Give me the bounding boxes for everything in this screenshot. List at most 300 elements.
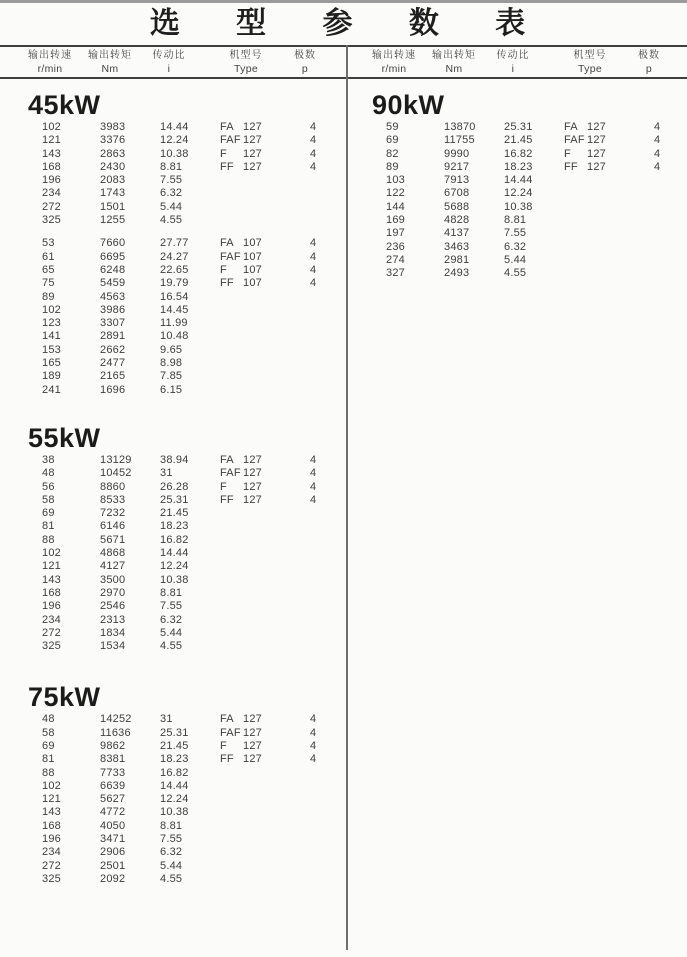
ratio-value: 10.38 [160,147,189,160]
ratio-value: 19.79 [160,277,189,290]
poles-value: 4 [310,160,317,173]
ratio-value: 4.55 [160,640,183,653]
output-torque-value: 2313 [100,613,126,626]
top-rule [0,0,687,3]
ratio-value: 24.27 [160,250,189,263]
poles-value [310,600,343,613]
output-torque-value: 3983 [100,121,126,133]
output-speed-value: 102 [42,779,61,792]
table-row [0,161,344,174]
output-speed-value: 81 [42,753,55,766]
poles-value: 4 [310,250,317,263]
poles-value [310,507,343,520]
table-row [0,873,344,886]
header-col-ratio [483,48,543,76]
poles-value [310,317,343,330]
model-type-value [220,454,310,467]
model-type-value [220,560,310,573]
output-torque-value: 1255 [100,214,126,227]
output-torque-value: 6695 [100,250,126,263]
power-section [344,91,687,281]
header-label: 机型号 [229,50,263,61]
table-row [344,214,687,227]
table-row [0,264,344,277]
ratio-value: 18.23 [160,753,189,766]
poles-value [310,304,343,317]
table-row [0,494,344,507]
model-type-size: 127 [243,480,262,493]
model-type-prefix: FF [564,160,578,173]
model-type-size: 107 [243,263,262,276]
output-torque-value: 7232 [100,507,126,520]
power-rating-heading: 90kW [372,90,445,120]
output-torque-value: 4563 [100,290,126,303]
output-speed-value: 102 [42,547,61,560]
output-speed-value: 196 [42,174,61,187]
output-speed-value: 143 [42,147,61,160]
ratio-value: 14.44 [160,779,189,792]
model-type-size: 127 [243,739,262,752]
table-row [344,267,687,280]
page-title: 选 型 参 数 表 [149,7,550,40]
poles-value [654,174,687,187]
poles-value [310,793,343,806]
model-type-value [220,820,310,833]
table-row [0,317,344,330]
ratio-value: 7.55 [160,600,183,613]
output-speed-value: 272 [42,859,61,872]
model-type-value [220,277,310,290]
power-rating-heading: 45kW [28,90,101,120]
model-type-value [220,793,310,806]
rating-block [0,121,344,227]
model-type-size: 127 [587,121,606,133]
ratio-value: 8.81 [504,214,527,227]
poles-value [654,241,687,254]
output-torque-value: 2083 [100,174,126,187]
ratio-value: 38.94 [160,453,189,466]
output-torque-value: 10452 [100,467,132,480]
ratio-value: 8.98 [160,357,183,370]
poles-value [310,846,343,859]
header-label: 输出转矩 [88,50,132,61]
table-row [344,227,687,240]
table-row [0,640,344,653]
table-row [0,148,344,161]
header-label: 传动比 [152,50,186,61]
ratio-value: 5.44 [160,859,183,872]
output-torque-value: 9862 [100,739,126,752]
table-row [0,507,344,520]
ratio-value: 18.23 [160,520,189,533]
table-row [0,344,344,357]
table-row [344,121,687,134]
output-speed-value: 327 [386,267,405,280]
table-header-right [344,48,687,77]
ratio-value: 12.24 [160,793,189,806]
ratio-value: 10.38 [160,573,189,586]
output-speed-value: 88 [42,533,55,546]
poles-value [310,344,343,357]
table-row [0,370,344,383]
poles-value [654,267,687,280]
output-torque-value: 5459 [100,277,126,290]
poles-value [310,806,343,819]
table-row [0,357,344,370]
poles-value [310,547,343,560]
output-torque-value: 1743 [100,187,126,200]
model-type-prefix: FAF [220,250,241,263]
power-section [0,424,344,653]
output-speed-value: 121 [42,793,61,806]
table-row [0,520,344,533]
poles-value [310,214,343,227]
poles-value: 4 [654,160,661,173]
ratio-value: 8.81 [160,160,183,173]
model-type-size: 107 [243,250,262,263]
model-type-value [220,481,310,494]
output-speed-value: 234 [42,187,61,200]
model-type-prefix: FF [220,277,234,290]
model-type-value [220,873,310,886]
table-row [0,833,344,846]
output-torque-value: 6708 [444,187,470,200]
ratio-value: 5.44 [504,253,527,266]
output-torque-value: 2092 [100,872,126,885]
model-type-value [564,227,654,240]
model-type-value [220,251,310,264]
output-speed-value: 61 [42,250,55,263]
model-type-value [220,753,310,766]
model-type-prefix: F [564,147,571,160]
table-row [0,201,344,214]
poles-value [310,357,343,370]
header-unit: Nm [101,63,119,75]
output-torque-value: 8381 [100,753,126,766]
model-type-value [220,357,310,370]
table-row [344,254,687,267]
model-type-value [220,614,310,627]
poles-value [310,384,343,397]
header-col-poles [280,48,330,76]
output-torque-value: 13129 [100,453,132,466]
ratio-value: 25.31 [504,121,533,133]
poles-value: 4 [310,726,317,739]
output-speed-value: 153 [42,343,61,356]
header-unit: i [511,63,515,75]
output-torque-value: 8860 [100,480,126,493]
ratio-value: 9.65 [160,343,183,356]
model-type-value [220,600,310,613]
poles-value: 4 [310,480,317,493]
poles-value: 4 [310,453,317,466]
output-speed-value: 325 [42,214,61,227]
output-speed-value: 234 [42,613,61,626]
ratio-value: 21.45 [160,739,189,752]
model-type-prefix: FA [220,713,234,726]
model-type-value [220,121,310,134]
model-type-size: 127 [243,134,262,147]
table-row [0,820,344,833]
header-unit: Type [234,63,258,75]
output-speed-value: 122 [386,187,405,200]
model-type-value [220,727,310,740]
table-row [0,384,344,397]
output-torque-value: 1834 [100,626,126,639]
table-row [344,161,687,174]
model-type-value [564,121,654,134]
output-speed-value: 325 [42,872,61,885]
header-label: 机型号 [573,50,607,61]
output-speed-value: 196 [42,600,61,613]
ratio-value: 5.44 [160,626,183,639]
power-section [0,683,344,886]
poles-value: 4 [310,753,317,766]
ratio-value: 16.82 [160,533,189,546]
output-torque-value: 11636 [100,726,131,739]
table-row [344,174,687,187]
output-torque-value: 3307 [100,317,126,330]
ratio-value: 14.44 [160,121,189,133]
ratio-value: 22.65 [160,263,189,276]
model-type-value [220,627,310,640]
output-speed-value: 234 [42,846,61,859]
header-unit: Type [578,63,602,75]
table-row [0,600,344,613]
output-torque-value: 2493 [444,267,470,280]
output-speed-value: 102 [42,121,61,133]
output-speed-value: 102 [42,303,61,316]
output-speed-value: 169 [386,214,405,227]
poles-value: 4 [310,134,317,147]
output-speed-value: 89 [386,160,399,173]
ratio-value: 4.55 [160,872,183,885]
output-torque-value: 2970 [100,586,126,599]
output-speed-value: 168 [42,586,61,599]
table-row [0,713,344,726]
model-type-value [220,494,310,507]
output-torque-value: 2662 [100,343,126,356]
output-speed-value: 123 [42,317,61,330]
output-speed-value: 189 [42,370,61,383]
table-row [0,780,344,793]
table-row [0,237,344,250]
ratio-value: 4.55 [160,214,183,227]
ratio-value: 26.28 [160,480,189,493]
header-col-output-torque [419,48,489,76]
poles-value [310,330,343,343]
table-row [0,277,344,290]
model-type-value [564,214,654,227]
output-torque-value: 14252 [100,713,132,726]
model-type-value [220,304,310,317]
ratio-value: 8.81 [160,819,183,832]
model-type-value [220,201,310,214]
poles-value [310,614,343,627]
model-type-value [564,201,654,214]
poles-value [654,214,687,227]
model-type-value [564,187,654,200]
model-type-value [220,846,310,859]
header-unit: p [301,63,309,75]
output-speed-value: 48 [42,467,55,480]
output-torque-value: 3471 [100,833,126,846]
model-type-prefix: F [220,480,227,493]
poles-value [310,560,343,573]
model-type-size: 127 [587,147,606,160]
model-type-size: 127 [243,726,262,739]
model-type-value [220,713,310,726]
output-speed-value: 56 [42,480,55,493]
model-type-value [220,264,310,277]
output-speed-value: 121 [42,560,61,573]
output-torque-value: 4050 [100,819,126,832]
model-type-value [220,833,310,846]
output-torque-value: 7913 [444,174,470,187]
model-type-value [220,384,310,397]
model-type-size: 127 [587,134,606,147]
ratio-value: 4.55 [504,267,527,280]
output-speed-value: 53 [42,237,55,250]
model-type-value [220,574,310,587]
header-unit: p [645,63,653,75]
model-type-value [220,214,310,227]
poles-value [310,820,343,833]
table-row [0,467,344,480]
header-col-ratio [139,48,199,76]
table-body [0,79,687,957]
table-row [344,201,687,214]
output-torque-value: 2501 [100,859,126,872]
output-torque-value: 5688 [444,200,470,213]
poles-value: 4 [310,713,317,726]
model-type-value [564,174,654,187]
output-torque-value: 2981 [444,253,470,266]
model-type-value [220,134,310,147]
output-speed-value: 272 [42,200,61,213]
ratio-value: 6.15 [160,383,183,396]
header-top-rule [0,45,687,47]
model-type-prefix: FAF [220,467,241,480]
model-type-size: 127 [243,493,262,506]
header-label: 输出转速 [372,50,416,61]
output-speed-value: 196 [42,833,61,846]
model-type-value [220,317,310,330]
rating-block [0,454,344,653]
output-speed-value: 325 [42,640,61,653]
power-section [0,91,344,397]
output-speed-value: 65 [42,263,55,276]
ratio-value: 7.55 [160,174,183,187]
model-type-value [564,148,654,161]
poles-value [310,627,343,640]
poles-value [310,574,343,587]
table-row [0,793,344,806]
output-torque-value: 3463 [444,240,470,253]
table-row [344,134,687,147]
output-torque-value: 5627 [100,793,126,806]
output-speed-value: 59 [386,121,399,133]
table-row [0,291,344,304]
poles-value: 4 [654,121,661,133]
header-label: 极数 [294,50,316,61]
poles-value [654,254,687,267]
output-speed-value: 69 [386,134,399,147]
header-label: 极数 [638,50,660,61]
output-torque-value: 13870 [444,121,476,133]
model-type-value [220,587,310,600]
model-type-value [220,806,310,819]
ratio-value: 16.82 [160,766,189,779]
ratio-value: 10.48 [160,330,189,343]
table-row [0,214,344,227]
model-type-value [220,330,310,343]
table-row [344,187,687,200]
ratio-value: 12.24 [504,187,533,200]
output-torque-value: 8533 [100,493,126,506]
model-type-value [220,237,310,250]
model-type-size: 127 [243,753,262,766]
output-speed-value: 197 [386,227,405,240]
output-speed-value: 81 [42,520,55,533]
ratio-value: 7.55 [160,833,183,846]
output-speed-value: 38 [42,453,55,466]
output-speed-value: 82 [386,147,399,160]
ratio-value: 10.38 [504,200,533,213]
model-type-value [220,534,310,547]
poles-value [310,833,343,846]
ratio-value: 6.32 [504,240,527,253]
model-type-prefix: FA [220,453,234,466]
poles-value [310,534,343,547]
model-type-value [220,640,310,653]
table-row [0,846,344,859]
model-type-size: 127 [587,160,606,173]
ratio-value: 6.32 [160,613,183,626]
table-header-left [0,48,343,77]
rating-block [344,121,687,281]
output-torque-value: 4828 [444,214,470,227]
output-torque-value: 3986 [100,303,126,316]
model-type-size: 127 [243,160,262,173]
poles-value [310,291,343,304]
output-torque-value: 7733 [100,766,126,779]
power-rating-heading: 75kW [28,682,101,713]
ratio-value: 7.85 [160,370,183,383]
poles-value [310,587,343,600]
ratio-value: 10.38 [160,806,189,819]
output-torque-value: 1501 [100,200,126,213]
table-row [0,627,344,640]
table-row [0,740,344,753]
model-type-value [220,344,310,357]
model-type-prefix: F [220,263,227,276]
header-unit: i [167,63,171,75]
output-torque-value: 2477 [100,357,126,370]
output-torque-value: 3376 [100,134,126,147]
poles-value [310,174,343,187]
output-torque-value: 9217 [444,160,470,173]
poles-value [310,520,343,533]
model-type-value [220,148,310,161]
poles-value: 4 [310,147,317,160]
poles-value: 4 [310,739,317,752]
poles-value [310,640,343,653]
model-type-value [564,161,654,174]
table-row [0,753,344,766]
poles-value [310,873,343,886]
table-row [0,534,344,547]
